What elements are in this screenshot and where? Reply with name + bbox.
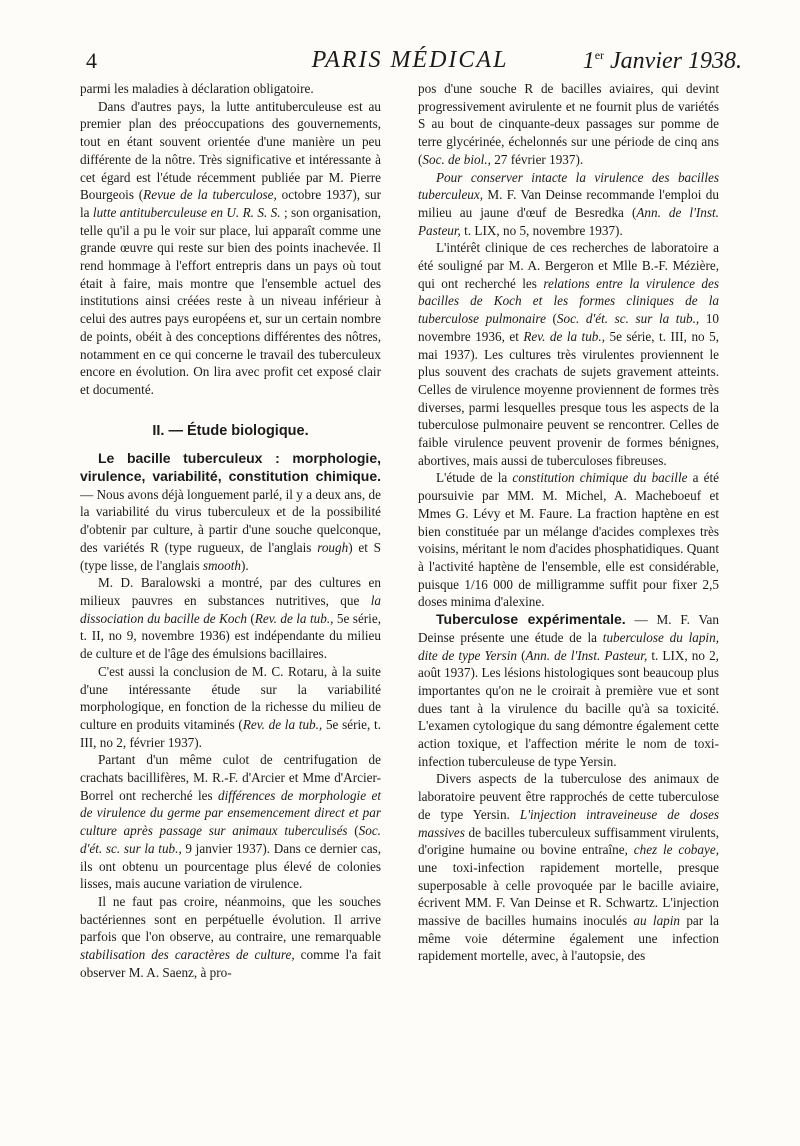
journal-title: PARIS MÉDICAL (311, 47, 509, 73)
paragraph: Divers aspects de la tuberculose des animaux de laboratoire peuvent être rapprochés de cette tuberculose de type Yersin. L'injection intraveineuse de doses massives de bacilles tuberculeux suffisamment virulents, d'origine humaine ou bovine entraîne, chez le cobaye, une toxi-infection rapidement mortelle, presque superposable à celle provoquée par le bacille aviaire, écrivent MM. F. Van Deinse et R. Schwartz. L'injection massive de bacilles humains inoculés au lapin par la même voie détermine également une infection rapidement mortelle, avec, à l'autopsie, des (418, 771, 720, 964)
paragraph: M. D. Baralowski a montré, par des cultures en milieux pauvres en substances nutritives, que la dissociation du bacille de Koch (Rev. de la tub., 5e série, t. II, no 9, novembre 1936) est indépendante du milieu de culture et de l'âge des émulsions bacillaires. (80, 575, 381, 662)
paragraph: C'est aussi la conclusion de M. C. Rotaru, à la suite d'une intéressante étude sur la variabilité morphologique, en fonction de la richesse du milieu de culture en produits vitaminés (Rev. de la tub., 5e série, t. III, no 2, février 1937). (80, 663, 381, 750)
page-number: 4 (86, 48, 97, 73)
issue-date: 1er Janvier 1938. (582, 48, 742, 74)
running-header (78, 44, 742, 78)
right-column (418, 80, 719, 965)
paragraph: pos d'une souche R de bacilles aviaires, qui devint progressivement avirulente et ne fournit plus de variétés S au bout de cinquante-deux passages sur pomme de terre glycérinée, échelonnés sur une période de cinq ans (Soc. de biol., 27 février 1937). (418, 81, 719, 167)
paragraph: L'étude de la constitution chimique du bacille a été poursuivie par MM. M. Michel, A. Macheboeuf et Mmes G. Lévy et M. Faure. La fraction haptène en est bien constituée par un mélange d'acides complexes très voisins, méritant le nom d'acides phosphatidiques. Quant à l'activité haptène de l'ensemble, elle est considérable, puisque 1/16 000 de milligramme suffit pour fixer 2,5 doses minima d'alexine. (418, 470, 719, 610)
run-in-heading: Tuberculose expérimentale. (436, 611, 626, 628)
paragraph: parmi les maladies à déclaration obligatoire. (80, 81, 314, 96)
left-column (80, 80, 381, 981)
paragraph: Dans d'autres pays, la lutte antituberculeuse est au premier plan des préoccupations des gouvernements, tout en étant souvent orientée d'une manière un peu différente de la nôtre. Très significative et intéressante à cet égard est l'étude récemment publiée par M. Pierre Bourgeois (Revue de la tuberculose, octobre 1937), sur la lutte antituberculeuse en U. R. S. S. ; son organisation, telle qu'il a pu le voir sur place, lui apparaît comme une grande œuvre qui reste sur bien des points inachevée. Il rend hommage à l'effort entrepris dans un pays où tout était à faire, mais montre que l'ensemble actuel des institutions ainsi créées reste à un niveau inférieur à celui des autres pays européens et, sur un certain nombre de points, obéit à des conceptions différentes des nôtres, notamment en ce qui concerne le travail des tuberculeux encore en évolution. On lira avec profit cet exposé clair et documenté. (80, 98, 381, 397)
paragraph: Le bacille tuberculeux : morphologie, virulence, variabilité, constitution chimique. — Nous avons déjà longuement parlé, il y a deux ans, de la variabilité du virus tuberculeux et de la possibilité d'obtenir par culture, à partir d'une souche quelconque, des variétés R (type rugueux, de l'anglais rough) et S (type lisse, de l'anglais smooth). (80, 450, 381, 573)
paragraph: Il ne faut pas croire, néanmoins, que les souches bactériennes sont en perpétuelle évolution. Il arrive parfois que l'on observe, au contraire, une remarquable stabilisation des caractères de culture, comme l'a fait observer M. A. Saenz, à pro- (80, 893, 381, 980)
paragraph: L'intérêt clinique de ces recherches de laboratoire a été souligné par M. A. Bergeron et Mlle B.-F. Mézière, qui ont recherché les relations entre la virulence des bacilles de Koch et les formes cliniques de la tuberculose pulmonaire (Soc. d'ét. sc. sur la tub., 10 novembre 1936, et Rev. de la tub., 5e série, t. III, no 5, mai 1937). Les cultures très virulentes proviennent le plus souvent des crachats de sujets gravement atteints. Celles de virulence moyenne proviennent de formes très diverses, parmi lesquelles presque tous les aspects de la tuberculose pulmonaire peuvent se rencontrer. Celles de faible virulence peuvent provenir de formes bénignes, abortives, mais aussi de tuberculoses fibreuses. (418, 240, 719, 468)
paragraph: Tuberculose expérimentale. — M. F. Van Deinse présente une étude de la tuberculose du lapin, dite de type Yersin (Ann. de l'Inst. Pasteur, t. LIX, no 2, août 1937). Les lésions histologiques sont beaucoup plus importantes qu'on ne le croirait à première vue et sont dues tant à la virulence du bacille qu'à sa toxicité. L'examen cytologique du sang démontre également cette action toxique, et l'affection mérite le nom de toxi-infection tuberculeuse de type Yersin. (418, 611, 720, 769)
section-heading: II. — Étude biologique. (152, 422, 309, 439)
run-in-heading: Le bacille tuberculeux : morphologie, virulence, variabilité, constitution chimique. (80, 450, 381, 485)
paragraph: Pour conserver intacte la virulence des bacilles tuberculeux, M. F. Van Deinse recommande l'emploi du milieu au jaune d'œuf de Besredka (Ann. de l'Inst. Pasteur, t. LIX, no 5, novembre 1937). (418, 169, 719, 238)
paragraph: Partant d'un même culot de centrifugation de crachats bacillifères, M. R.-F. d'Arcier et Mme d'Arcier-Borrel ont recherché les différences de morphologie et de virulence du germe par ensemencement direct et par culture après passage sur animaux tuberculisés (Soc. d'ét. sc. sur la tub., 9 janvier 1937). Dans ce dernier cas, ils ont obtenu un pourcentage plus élevé de colonies lisses, mais aucune variation de virulence. (80, 752, 381, 892)
